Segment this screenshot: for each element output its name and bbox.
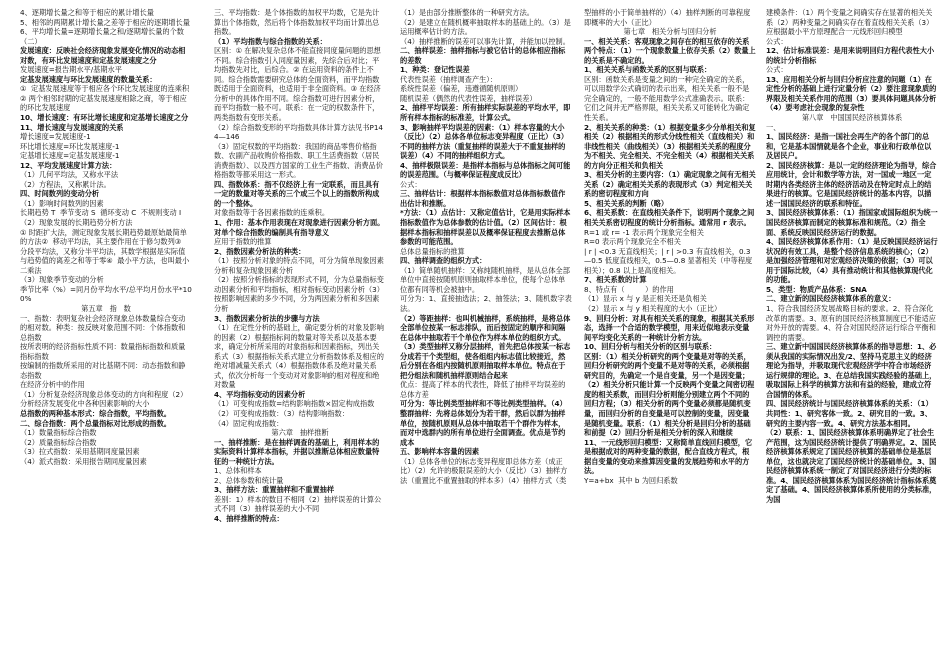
paragraph: 三、抽样估计：根据样本指标数值对总体指标数值作出估计和推断。: [400, 189, 566, 208]
paragraph: （1）在定性分析的基础上，确定要分析的对象及影响的因素（2）根据指标间的数量对等关系以及基本要求，确定分析所采用的对象指标和因素指标，列出关系式（3）根据指标关系式建立分析指数体系及相应的绝对增减量关系式（4）根据指数体系及绝对量关系式，依次分析每一个变动对对象影响的相对程度和绝对数量: [214, 323, 384, 390]
paragraph: （1）是由部分推断整体的一种研究方法。: [400, 8, 534, 17]
paragraph: 5、相关关系的判断（略）: [584, 198, 669, 208]
paragraph: 一、相关关系：客观现象之间存在的相互依存的关系: [584, 36, 750, 46]
paragraph: 5、相邻的两期累计增长量之差等于相应的逐期增长量: [20, 17, 190, 27]
paragraph: （2）按照分析指标的表现形式不同，分为总量指标变动因素分析和平均指标，相对指标变动因素分析（3）按照影响因素的多少不同，分为两因素分析和多因素分析: [214, 275, 384, 313]
paragraph: 区别：① 在解决复杂总体不能直接同度量问题的思想不同。综合指数引入同度量因素，先综合后对比；平均指数先对比，后综合。② 在运用资料的条件上不同。综合指数需要研究总体的全面资料，而平均指数既适用于全面资料，也适用于非全面资料。③ 在经济分析中的具体作用不同。综合指数可进行因素分析，而平均指数一般不可。联系：在一定的权数条件下，两类指数有变形关系。: [214, 46, 381, 123]
paragraph: 一、抽样推断：是在抽样调查的基础上，利用样本的实际资料计算样本指标，并据以推断总体相应数量特征的一种统计方法。: [214, 437, 380, 466]
paragraph: （3）现象季节变动的分析: [20, 275, 104, 285]
paragraph: （2）综合指数变形的平均指数具体计算方法见书P144—146: [214, 122, 383, 142]
paragraph: 13、应用相关分析与回归分析应注意的问题（1）在定性分析的基础上进行定量分析（2）要注意现象质的界限及相关关系作用的范围（3）要具体问题具体分析（4）要考虑社会现象的复杂性: [766, 74, 937, 113]
paragraph: 在经济分析中的作用: [20, 380, 85, 390]
paragraph: ① 定基发展速度等于相应各个环比发展速度的连乘积② 两个相邻时期的定基发展速度相除之商，等于相应的环比发展速度: [20, 84, 190, 113]
paragraph: 10、增长速度：有环比增长速度和定基增长速度之分: [20, 113, 189, 123]
paragraph: （1）总体各单位的标志变异程度即总体方差（成正比）（2）允许的极限误差的大小（反比）（3）抽样方法（重置比不重置抽取的样本多）（4）抽样方式（类: [400, 456, 568, 485]
paragraph: R=1 或 r= -1 表示两个现象完全相关: [584, 227, 704, 237]
paragraph: 1、总体和样本: [214, 466, 262, 476]
paragraph: 型抽样的小于简单抽样的）（4）抽样判断的可靠程度即概率的大小（正比）: [584, 8, 751, 27]
paragraph: Y=a+bx 其中 b 为回归系数: [584, 475, 678, 485]
text-column-3: [400, 8, 572, 664]
paragraph: （二）: [20, 36, 42, 46]
paragraph: （2）显示 x 与 y 相关程度的大小（正比）: [584, 303, 722, 313]
paragraph: 一、: [766, 122, 781, 132]
paragraph: 可分为：1、直接抽选法；2、抽签法；3、随机数字表法。: [400, 294, 572, 313]
paragraph: 3、国民经济核算体系：（1）指国家或国际组织为统一国民经济核算而制定的核算标准和规范。（2）指全面、系统反映国民经济运行的数据。: [766, 208, 938, 237]
paragraph: 两个特点：（1）一个现象数量上依存关系（2）数量上的关系是不确定的。: [584, 46, 756, 65]
paragraph: 2、国民经济核算：是以一定的经济理论为指导，综合应用统计，会计和数学等方法，对一国或一地区一定时期内各类经济主体的经济活动及在特定时点上的结果进行的核算。它是国民经济统计的基本内容，以描述一国国民经济的联系和特征。: [766, 160, 937, 208]
paragraph: 长期趋势 T 季节变动 S 循环变动 C 不规则变动 I: [20, 208, 182, 218]
paragraph: 5、类型：物质产品体系：SNA: [766, 284, 867, 294]
paragraph: 6、相关系数：在直线相关条件下，说明两个现象之间相关关系密切程度的统计分析指标。通常用 r 表示。: [584, 208, 755, 228]
paragraph: 2、相关关系的种类：（1）根据变量多少分单相关和复相关（2）根据相关的形式分线性相关（直线相关）和非线性相关（曲线相关）（3）根据相关关系的程度分为不相关、完全相关、不完全相关（4）根据相关关系的方向分正相关和负相关: [584, 122, 756, 170]
paragraph: （1）影响时间数列的因素: [20, 198, 104, 208]
paragraph: （2）联系：1、国民经济核算体系明确界定了社会生产范围，这为国民经济统计提供了明确界定。2、国民经济核算体系规定了国民经济核算的基础单位是基层单位，这也就决定了国民经济统计的基础单位。3、国民经济核算体系统一制定了对国民经济进行分类的标准。4、国民经济核算体系为国民经济统计指标体系奠定了基础。4、国民经济核算体系所使用的分类标准，为国: [766, 428, 937, 504]
paragraph: 4、抽样极限误差：是指样本指标与总体指标之间可能的误差范围。（与概率保证程度成反比）: [400, 160, 571, 180]
paragraph: 定基增长速度=定基发展速度-1: [20, 151, 120, 161]
text-column-4: [584, 8, 756, 664]
paragraph: 总体总量指标的推算: [400, 246, 465, 256]
paragraph: （1）按照分析对象的特点不同，可分为简单现象因素分析和复杂现象因素分析: [214, 256, 384, 275]
paragraph: 代表性误差（抽样调查产生）：: [400, 74, 498, 84]
paragraph: 四、指数体系：指不仅经济上有一定联系，而且具有一定的数量对等关系的三个或三个以上的指数所构成的一个整体。: [214, 179, 380, 208]
paragraph: 优点：提高了样本的代表性，降低了抽样平均误差的总体方差: [400, 380, 566, 399]
paragraph: R=0 表示两个现象完全不相关: [584, 237, 681, 247]
paragraph: 9、回归分析：对具有相关关系的现象，根据其关系形态，选择一个合适的数学模型，用来近似地表示变量间平均变化关系的一种统计分析方法。: [584, 313, 755, 342]
paragraph: （2）现象发展的长期趋势分析方法: [20, 218, 133, 228]
paragraph: 4、国民经济核算体系作用：（1）是反映国民经济运行状况的有效工具，是整个经济信息系统的核心；（2）是加强经济管理和对宏观经济决策的依据；（3）可以用于国际比较，（4）具有推动统计和其他核算现代化的功能。: [766, 237, 938, 285]
paragraph: 3、相关分析的主要内容：（1）确定现象之间有无相关关系（2）确定相关关系的表现形式（3）判定相关关系的密切程度和方向: [584, 170, 756, 199]
paragraph: 按所表明的经济指标性质不同：数量指标指数和质量指标指数: [20, 342, 186, 361]
paragraph: 一、指数：表明复杂社会经济现象总体数量综合变动的相对数。种类：按反映对象范围不同：个体指数和总指数: [20, 313, 186, 342]
paragraph: 发展速度=报告期水平/基期水平: [20, 65, 122, 75]
paragraph: （1）几何平均法，又称水平法: [20, 170, 119, 180]
paragraph: （1）简单随机抽样：又称纯随机抽样，是从总体全部单位中直接按随机原则抽取样本单位，使每个总体单位都有同等机会被抽中。: [400, 265, 570, 294]
paragraph: （3）固定权数的平均指数：我国的商品零售价格指数、农副产品收购价格指数、职工生活费指数（居民消费指数）、以及西方国家的工业生产指数、消费品价格指数等都采用这一形式。: [214, 141, 383, 180]
paragraph: （4）抽样推断的误差可以事先计算，并能加以控制。: [400, 36, 570, 46]
paragraph: 11、一元线形回归模型：又称简单直线回归模型，它是根据成对的两种变量的数据，配合直线方程式，根据自变量的变动来推算因变量的发展趋势和水平的方法。: [584, 437, 753, 476]
paragraph: 季节比率（%）=同月份平均水平/总平均月份水平*100%: [20, 284, 192, 304]
paragraph: 公式：: [766, 65, 788, 75]
paragraph: 随机误差（偶然的代表性误差，抽样误差）: [400, 93, 537, 103]
paragraph: 区别：函数关系是变量之间的一种完全确定的关系，可以用数学公式确切的表示出来，相关关系一般不是完全确定的，一般不能用数学公式准确表示。联系：它们之间并无严格界限，相关关系又可能转化为确定性关系。: [584, 74, 750, 123]
paragraph: 二、建立新的国民经济核算体系的意义：: [766, 294, 896, 304]
paragraph: 12、估计标准误差：是用来说明回归方程代表性大小的统计分析指标: [766, 46, 935, 65]
paragraph: 建模条件：（1）两个变量之间确实存在显著的相关关系（2）两种变量之间确实存在着直线相关关系（3）应根据最小平方原理配合一元线形回归模型: [766, 8, 934, 37]
paragraph: （3）类型抽样又称分层抽样，首先把总体按某一标志分成若干个类型组，使各组组内标志值比较接近，然后分别在各组内按随机原则抽取样本单位。特点在于把分组法和随机抽样原则结合起来: [400, 342, 571, 380]
paragraph: 应用于指数的推算: [214, 237, 272, 247]
paragraph: 第八章 中国国民经济核算体系: [801, 113, 903, 123]
paragraph: 三、平均指数：是个体指数的加权平均数，它是先计算出个体指数，然后将个体指数加权平均而计算出总指数。: [214, 8, 380, 37]
text-column-2: [214, 8, 386, 664]
paragraph: 三、建立新中国国民经济核算体系的指导思想：1、必须从我国的实际情况出发/2、坚持马克思主义的经济理论为指导，并吸取现代宏观经济学中符合市场经济运行规律的理论。3、在总结我国实践经验的基础上，吸取国际上科学的核算方法和有益的经验，建成立符合国情的体系。: [766, 342, 937, 399]
paragraph: | r | <0.3 无直线相关；| r | >0.3 有直线相关，0.3—0.5 低度直线相关，0.5—0.8 显著相关（中等程度相关）；0.8 以上是高度相关。: [584, 246, 753, 275]
paragraph: 环比增长速度=环比发展速度-1: [20, 141, 120, 151]
paragraph: 12、平均发展速度计算方法：: [20, 160, 117, 170]
paragraph: 7、相关系数的计算: [584, 275, 647, 285]
paragraph: 发展速度：反映社会经济现象发展变化情况的动态相对数，有环比发展速度和定基发展速度之分: [20, 46, 186, 65]
paragraph: 1、符合我国经济发展战略目标的要求。2、符合深化改革的需要。3、原有的国民经济核算制度已不能适应对外开放的需要。4、符合对国民经济运行综合平衡和调控的需要。: [766, 303, 936, 342]
paragraph: *方法：（1）点估计：又称定值估计，它是用实际样本指标数值作为总体参数的估计值。（2）区间估计：根据样本指标和抽样误差以及概率保证程度去推断总体参数的可能范围。: [400, 208, 571, 247]
paragraph: 3、抽样方法：重置抽样和不重置抽样: [214, 485, 335, 495]
paragraph: （2）等距抽样：也叫机械抽样，系统抽样，是将总体全部单位按某一标志排队，而后按固定的顺序和间隔在总体中抽取若干个单位作为样本单位的组织方式。: [400, 313, 571, 342]
paragraph: 8、特点有（ ）的作用: [584, 284, 674, 294]
text-column-1: [20, 8, 192, 664]
paragraph: 2、总体参数和统计量: [214, 475, 284, 485]
paragraph: 四、时间数列的变动分析: [20, 189, 100, 199]
paragraph: 第六章 抽样推断: [271, 428, 329, 438]
paragraph: 11、增长速度与发展速度的关系: [20, 122, 124, 132]
paragraph: 2、指数因素分析法的种类：: [214, 246, 306, 256]
paragraph: 3、指数因素分析法的步骤与方法: [214, 313, 320, 323]
paragraph: 定基发展速度与环比发展速度的数量关系：: [20, 74, 157, 84]
paragraph: 区别：（1）相关分析研究的两个变量是对等的关系，回归分析研究的两个变量不是对等的关系，必须根据研究目的，先确定一个是自变量，另一个是因变量；（2）相关分析只能计算一个反映两个变量之间密切程度的相关系数，而回归分析则能分别建立两个不同的回归方程；（3）相关分析的两个变量必须都是随机变量，而回归分析的自变量是可以控制的变量，因变量是随机变量。联系：（1）相关分析是回归分析的基础和前提（2）回归分析是相关分析的深入和继续: [584, 351, 755, 438]
paragraph: 第五章 指 数: [81, 303, 131, 313]
paragraph: 总指数的两种基本形式：综合指数，平均指数。: [20, 408, 171, 418]
paragraph: 6、平均增长量=逐期增长量之和/逐期增长量的个数: [20, 27, 184, 37]
paragraph: （2）是建立在随机概率抽取样本的基础上的。（3）是运用概率估计的方法。: [400, 17, 571, 37]
paragraph: 1、相关关系与函数关系的区别与联系：: [584, 65, 712, 75]
paragraph: （4）固定构成指数：: [214, 418, 284, 428]
paragraph: 可分为：等比例类型抽样和不等比例类型抽样。（4）整群抽样：先将总体划分为若干群，然后以群为抽样单位，按随机原则从总体中抽取若干个群作为样本，而对中选群内的所有单位进行全面调查。优点是节约成本: [400, 399, 567, 447]
paragraph: 4、平均指标变动的因素分析: [214, 389, 306, 399]
paragraph: （1）平均指数与综合指数的关系：: [214, 36, 327, 46]
text-column-5: [766, 8, 938, 664]
paragraph: 增长速度=发展速度-1: [20, 132, 91, 142]
paragraph: 四、国民经济统计与国民经济核算体系的关系：（1）共同性：1、研究客体一致。2、研究目的一致。3、研究的主要内容一致。4、研究方法基本相同。: [766, 399, 933, 428]
paragraph: 1、作用：基本作用表现在对现象进行因素分析方面。对单个综合指数的编制具有指导意义: [214, 218, 385, 237]
paragraph: 2、抽样平均误差：所有抽样实际误差的平均水平，即所有样本指标的标准差，计算公式。: [400, 103, 571, 123]
paragraph: （2）质量指标综合指数: [20, 437, 97, 447]
paragraph: 差别：1）样本的数目不相同（2）抽样误差的计算公式不同（3）抽样误差的大小不同: [214, 494, 382, 514]
paragraph: （2）方程法，又称累计法。: [20, 179, 111, 189]
paragraph: 公式：: [766, 36, 788, 46]
paragraph: （3）拉式指数：采用基期同度量因素: [20, 447, 140, 457]
paragraph: 10、回归分析与相关分析的区别与联系：: [584, 342, 717, 352]
paragraph: 1、种类：登记性误差: [400, 65, 470, 75]
paragraph: 第七章 相关分析与回归分析: [623, 27, 717, 37]
paragraph: （4）派式指数：采用报告期同度量因素: [20, 456, 147, 466]
paragraph: 按编制的指数所采用的对比基期不同：动态指数和静态指数: [20, 361, 186, 380]
paragraph: 四、抽样调查的组织方式：: [400, 256, 487, 266]
paragraph: 公式：: [400, 179, 422, 189]
paragraph: 4、逐期增长量之和等于相应的累计增长量: [20, 8, 154, 17]
paragraph: 系统性误差（偏差，违遵循随机原则）: [400, 84, 523, 94]
paragraph: 对象指数等于各因素指数的连乘积。: [214, 208, 330, 218]
paragraph: 4、抽样推断的特点：: [214, 513, 284, 523]
paragraph: 1、国民经济：是指一国社会再生产的各个部门的总和，它是基本国情就是各个企业，事业和行政单位以及居民户。: [766, 132, 932, 161]
paragraph: 二、抽样误差：抽样指标与被它估计的总体相应指标的差数: [400, 46, 566, 65]
paragraph: ① 时距扩大法，测定现象发展长期趋势最原始最简单的方法② 移动平均法，其主要作用在于修匀数列③ 分段平均法，又称分半平均法，其数学根据是实际值与趋势值的离差之和等于零④ 最小平方法，也叫最小二乘法: [20, 227, 190, 275]
paragraph: （1）显示 x 与 y 是正相关还是负相关: [584, 294, 707, 304]
paragraph: （1）数量指标综合指数: [20, 428, 97, 438]
paragraph: 3、影响抽样平均误差的因素：（1）样本容量的大小（反比）（2）总体各单位标志变异程度（正比）（3）不同的抽样方法（重复抽样的误差大于不重复抽样的误差）（4）不同的抽样组织方式。: [400, 122, 569, 161]
paragraph: 二、综合指数：两个总量指标对比形成的指数。: [20, 418, 171, 428]
paragraph: 五、影响样本容量的因素: [400, 447, 480, 457]
paragraph: （1）可变构成指数=结构影响指数×固定构成指数（2）可变构成指数：（3）结构影响指数：: [214, 399, 375, 418]
paragraph: （1）分析复杂经济现象总体变动的方向和程度（2）分析经济发展变化中各种因素影响的大小: [20, 389, 188, 409]
